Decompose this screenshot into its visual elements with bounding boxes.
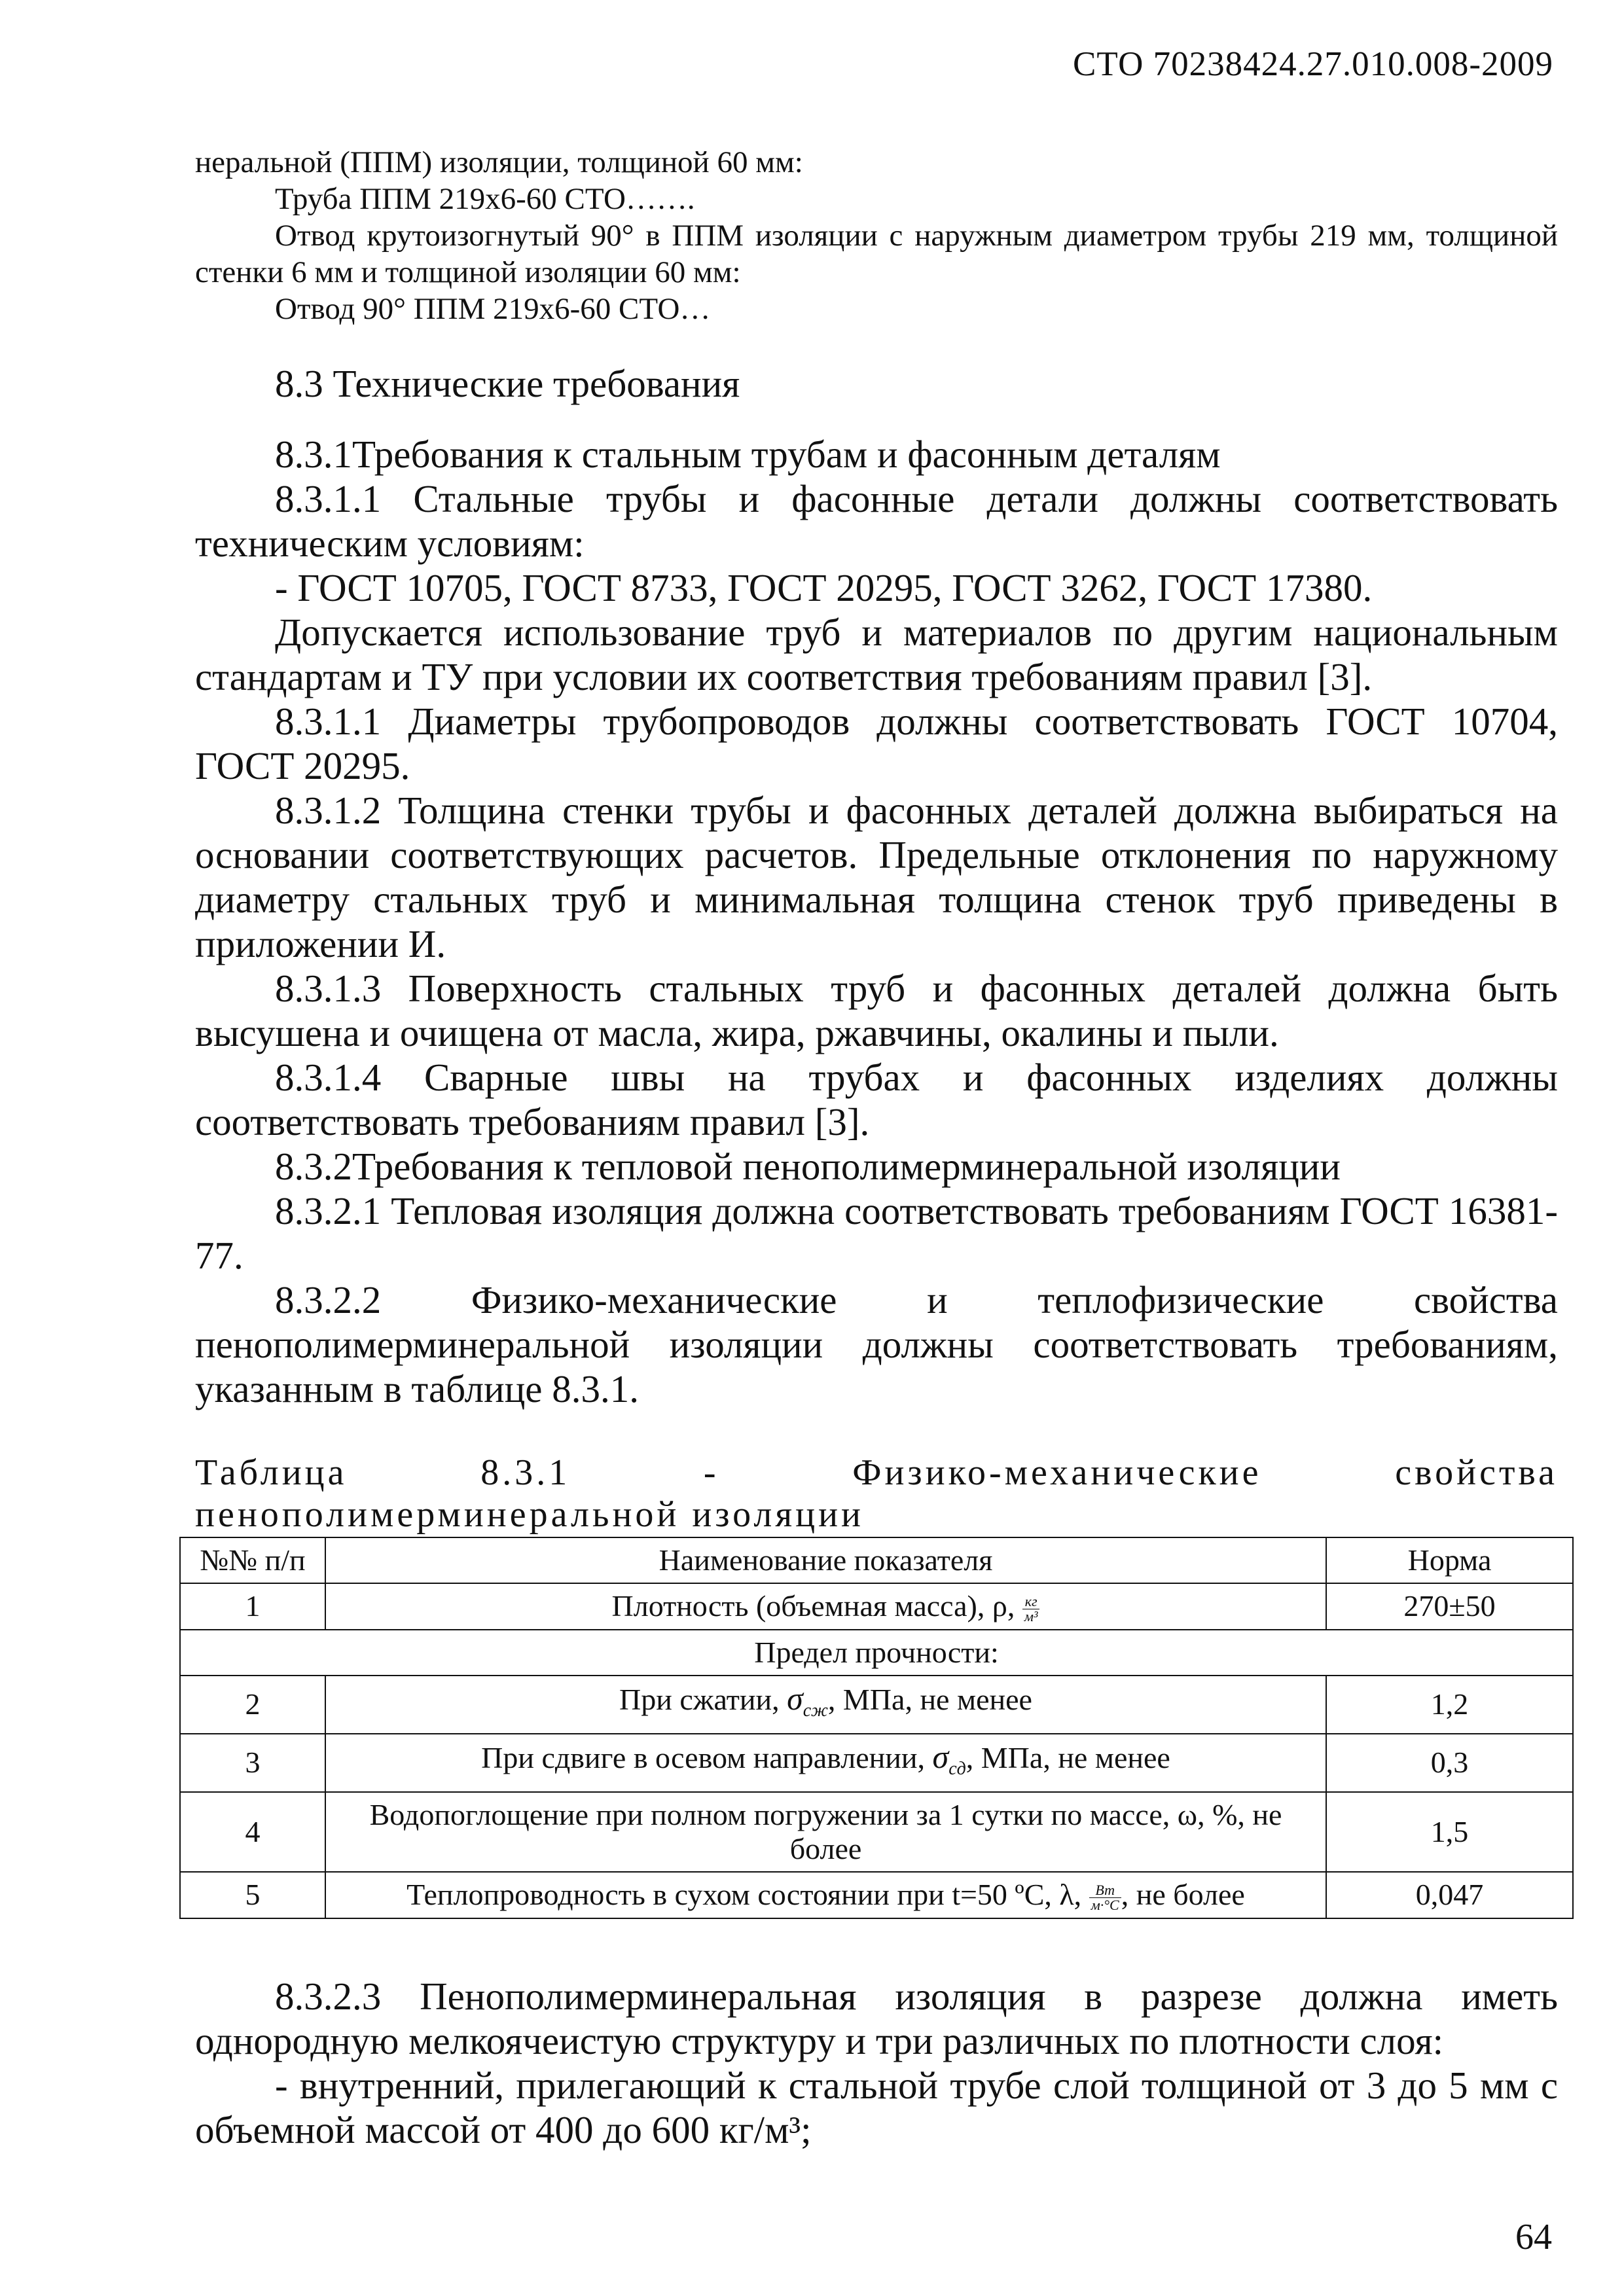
paragraph: 8.3.2.3 Пенополимерминеральная изоляция в разрезе должна иметь однородную мелкоячеистую структуру и три различных по плотности слоя: (195, 1974, 1558, 2062)
paragraph: 8.3.1.1 Стальные трубы и фасонные детали должны соответствовать техническим условиям: (195, 477, 1558, 565)
paragraph: 8.3.2.2 Физико-механические и теплофизические свойства пенополимерминеральной изоляции должны соответствовать требованиям, указанным в таблице 8.3.1. (195, 1278, 1558, 1410)
paragraph: Допускается использование труб и материалов по другим национальным стандартам и ТУ при условии их соответствия требованиям правил [3]. (195, 611, 1558, 698)
unit-fraction (1022, 1594, 1040, 1624)
row-name-suffix: , МПа, не менее (965, 1740, 1170, 1774)
row-name (325, 1734, 1326, 1792)
document-code: СТО 70238424.27.010.008-2009 (1073, 45, 1553, 83)
row-name-text: При сжатии, (619, 1682, 780, 1716)
row-name: Водопоглощение при полном погружении за 1 сутки по массе, ω, %, не более (325, 1792, 1326, 1872)
header-norm: Норма (1326, 1537, 1573, 1583)
table-row (180, 1792, 1573, 1872)
unit-denominator: м³ (1024, 1607, 1038, 1624)
section-title: 8.3 Технические требования (275, 362, 740, 405)
intro-line: Отвод крутоизогнутый 90° в ППМ изоляции с наружным диаметром трубы 219 мм, толщиной стенки 6 мм и толщиной изоляции 60 мм: (195, 219, 1558, 289)
table-header-row (180, 1537, 1573, 1583)
row-name-text: При сдвиге в осевом направлении, (481, 1740, 926, 1774)
paragraph: 8.3.2.1 Тепловая изоляция должна соответствовать требованиям ГОСТ 16381-77. (195, 1189, 1558, 1277)
row-norm: 270±50 (1326, 1583, 1573, 1630)
row-name-text: Плотность (объемная масса), ρ, (611, 1589, 1015, 1623)
row-name-suffix: , не более (1121, 1877, 1245, 1911)
header-num: №№ п/п (180, 1537, 325, 1583)
unit-numerator: Вт (1089, 1883, 1121, 1898)
body-text (195, 432, 1558, 1411)
row-norm: 1,2 (1326, 1676, 1573, 1734)
table-row (180, 1676, 1573, 1734)
row-num: 2 (180, 1676, 325, 1734)
page-content (195, 144, 1558, 2152)
paragraph: - внутренний, прилегающий к стальной трубе слой толщиной от 3 до 5 мм с объемной массой от 400 до 600 кг/м³; (195, 2063, 1558, 2151)
after-table-text (195, 1974, 1558, 2152)
unit-numerator: кг (1022, 1594, 1040, 1609)
sigma-subscript: сд (948, 1758, 966, 1779)
table-row (180, 1734, 1573, 1792)
page-number: 64 (1515, 2217, 1552, 2257)
paragraph: 8.3.1Требования к стальным трубам и фасонным деталям (275, 433, 1221, 476)
intro-block (195, 144, 1558, 327)
intro-line: Отвод 90° ППМ 219х6-60 СТО… (275, 292, 711, 326)
row-norm: 0,047 (1326, 1872, 1573, 1918)
properties-table (179, 1537, 1574, 1919)
table-group-row (180, 1630, 1573, 1676)
sigma-symbol: σ (787, 1679, 803, 1717)
row-name-text: Теплопроводность в сухом состоянии при t=50 ºС, λ, (406, 1877, 1082, 1911)
row-name (325, 1676, 1326, 1734)
row-name (325, 1872, 1326, 1918)
paragraph: 8.3.1.1 Диаметры трубопроводов должны соответствовать ГОСТ 10704, ГОСТ 20295. (195, 700, 1558, 787)
row-num: 4 (180, 1792, 325, 1872)
intro-line: Труба ППМ 219х6-60 СТО……. (275, 182, 695, 216)
row-num: 5 (180, 1872, 325, 1918)
table-row (180, 1583, 1573, 1630)
row-num: 1 (180, 1583, 325, 1630)
sigma-subscript: сж (803, 1700, 828, 1721)
group-label: Предел прочности: (180, 1630, 1573, 1676)
unit-denominator: м·°С (1091, 1896, 1119, 1913)
unit-fraction (1089, 1883, 1121, 1912)
intro-line: неральной (ППМ) изоляции, толщиной 60 мм: (195, 145, 803, 179)
row-norm: 1,5 (1326, 1792, 1573, 1872)
row-name-suffix: , МПа, не менее (827, 1682, 1032, 1716)
table-caption: Таблица 8.3.1 - Физико-механические свойства пенополимерминеральной изоляции (195, 1452, 1558, 1535)
paragraph: 8.3.1.4 Сварные швы на трубах и фасонных изделиях должны соответствовать требованиям правил [3]. (195, 1056, 1558, 1143)
row-norm: 0,3 (1326, 1734, 1573, 1792)
row-num: 3 (180, 1734, 325, 1792)
row-name (325, 1583, 1326, 1630)
paragraph: - ГОСТ 10705, ГОСТ 8733, ГОСТ 20295, ГОСТ 3262, ГОСТ 17380. (275, 566, 1373, 609)
header-name: Наименование показателя (325, 1537, 1326, 1583)
table-row (180, 1872, 1573, 1918)
paragraph: 8.3.1.3 Поверхность стальных труб и фасонных деталей должна быть высушена и очищена от масла, жира, ржавчины, окалины и пыли. (195, 967, 1558, 1054)
paragraph: 8.3.1.2 Толщина стенки трубы и фасонных деталей должна выбираться на основании соответствующих расчетов. Предельные отклонения по наружному диаметру стальных труб и минимальная толщина стенок труб приведены в приложении И. (195, 789, 1558, 965)
sigma-symbol: σ (932, 1738, 949, 1775)
paragraph: 8.3.2Требования к тепловой пенополимерминеральной изоляции (275, 1145, 1341, 1188)
